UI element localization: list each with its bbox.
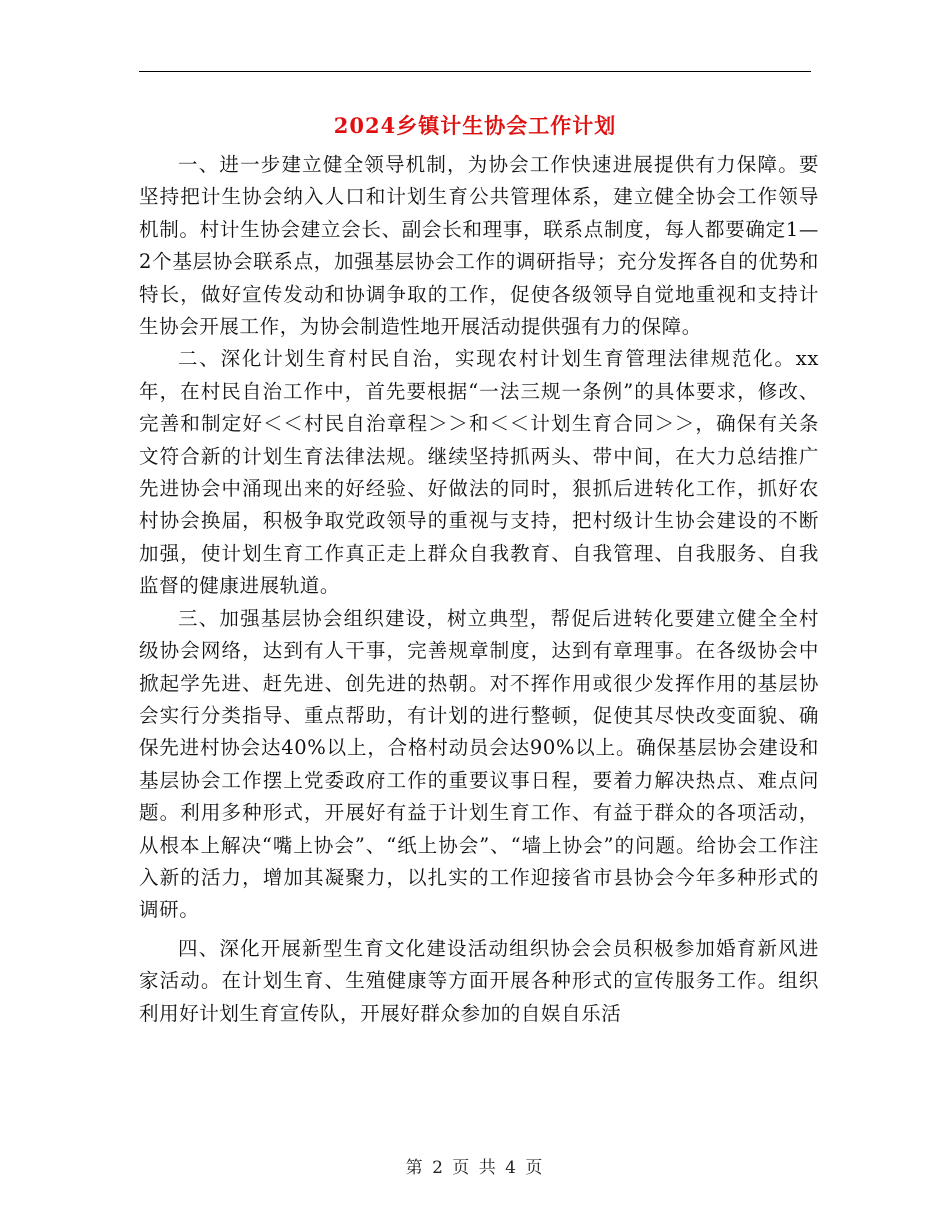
paragraph-3: 三、加强基层协会组织建设，树立典型，帮促后进转化要建立健全全村级协会网络，达到有人干事，完善规章制度，达到有章理事。在各级协会中掀起学先进、赶先进、创先进的热朝。对不挥作用或很少发挥作用的基层协会实行分类指导、重点帮助，有计划的进行整顿，促使其尽快改变面貌、确保先进村协会达40%以上，合格村动员会达90%以上。确保基层协会建设和基层协会工作摆上党委政府工作的重要议事日程，要着力解决热点、难点问题。利用多种形式，开展好有益于计划生育工作、有益于群众的各项活动，从根本上解决“嘴上协会”、“纸上协会”、“墙上协会”的问题。给协会工作注入新的活力，增加其凝聚力，以扎实的工作迎接省市县协会今年多种形式的调研。 [139,606,819,922]
document-body [139,149,819,1030]
paragraph-4: 四、深化开展新型生育文化建设活动组织协会会员积极参加婚育新风进家活动。在计划生育、生殖健康等方面开展各种形式的宣传服务工作。组织利用好计划生育宣传队，开展好群众参加的自娱自乐活 [139,936,819,1025]
paragraph-2: 二、深化计划生育村民自治，实现农村计划生育管理法律规范化。xx年，在村民自治工作中，首先要根据“一法三规一条例”的具体要求，修改、完善和制定好＜＜村民自治章程＞＞和＜＜计划生育合同＞＞，确保有关条文符合新的计划生育法律法规。继续坚持抓两头、带中间，在大力总结推广先进协会中涌现出来的好经验、好做法的同时，狠抓后进转化工作，抓好农村协会换届，积极争取党政领导的重视与支持，把村级计生协会建设的不断加强，使计划生育工作真正走上群众自我教育、自我管理、自我服务、自我监督的健康进展轨道。 [139,347,819,598]
header-rule [139,71,811,72]
document-title: 2024乡镇计生协会工作计划 [333,113,617,138]
page-number-footer: 第 2 页 共 4 页 [405,1158,545,1178]
paragraph-1: 一、进一步建立健全领导机制，为协会工作快速进展提供有力保障。要坚持把计生协会纳入人口和计划生育公共管理体系，建立健全协会工作领导机制。村计生协会建立会长、副会长和理事，联系点制度，每人都要确定1—2个基层协会联系点，加强基层协会工作的调研指导；充分发挥各自的优势和特长，做好宣传发动和协调争取的工作，促使各级领导自觉地重视和支持计生协会开展工作，为协会制造性地开展活动提供强有力的保障。 [139,153,819,339]
